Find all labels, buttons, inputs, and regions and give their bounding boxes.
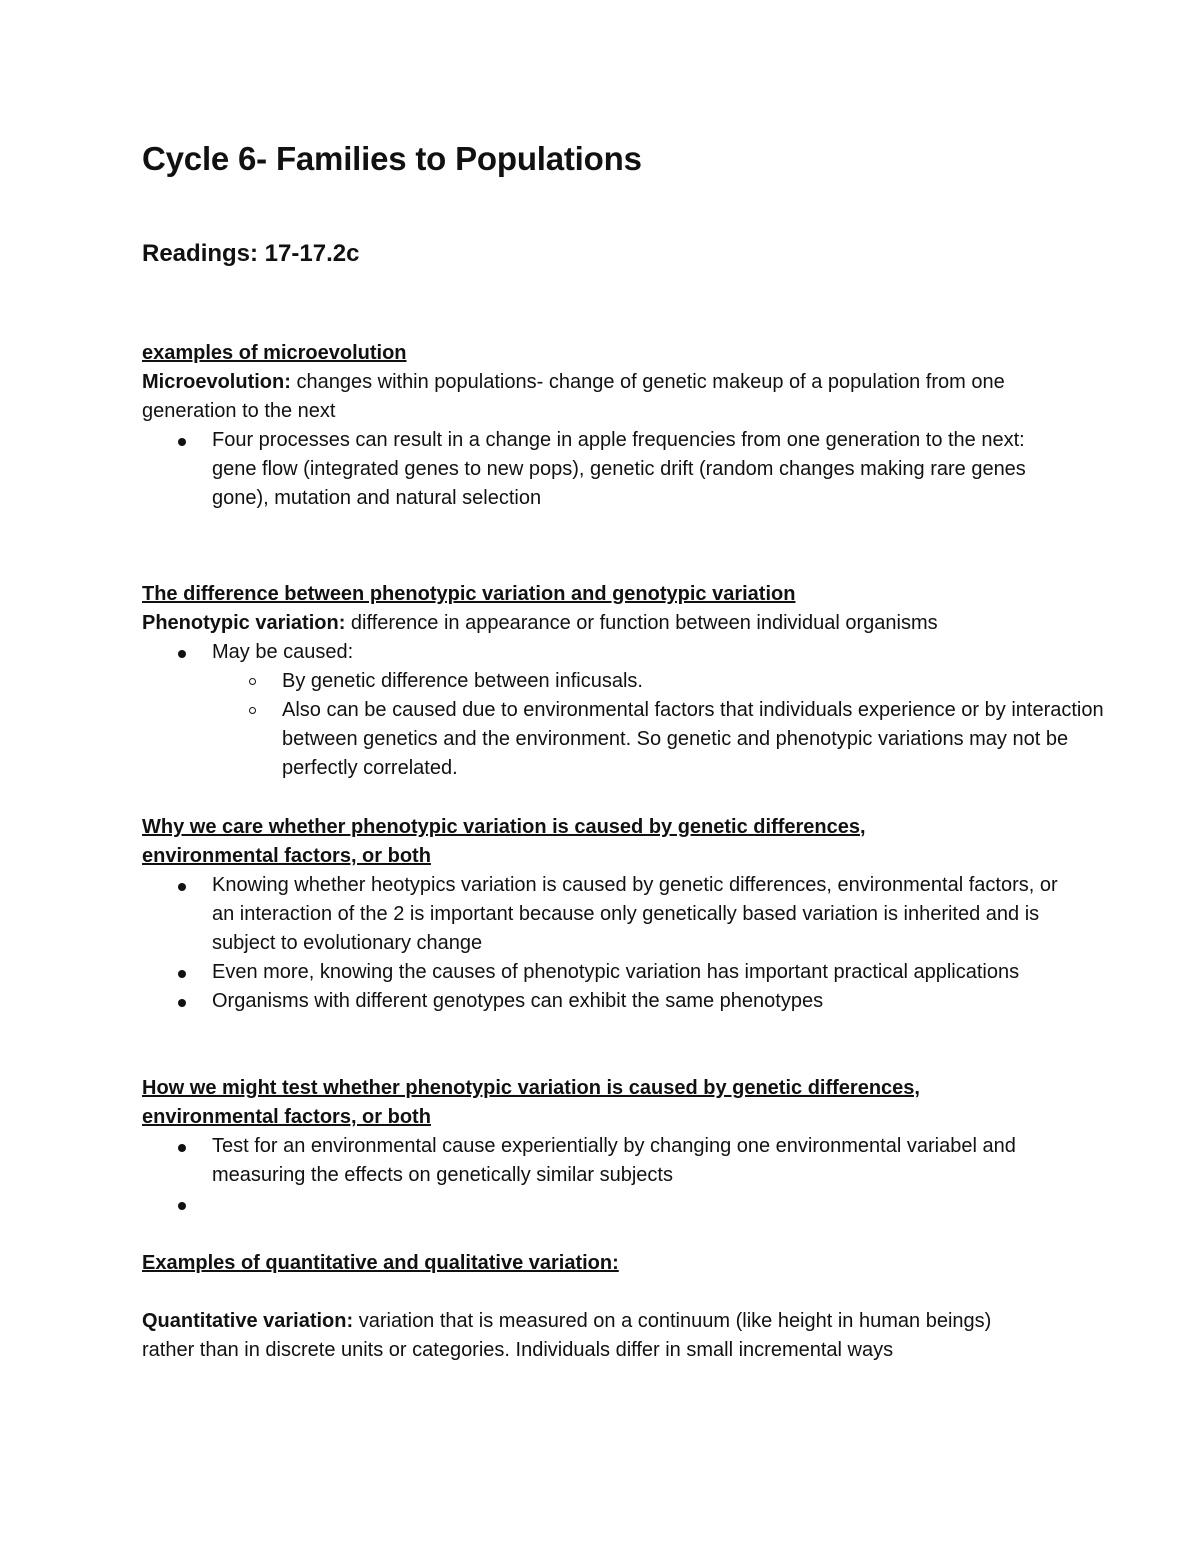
bullet-dot-icon	[178, 883, 186, 891]
bullet-dot-icon	[178, 1144, 186, 1152]
bullet-circle-icon	[249, 707, 256, 714]
list-item-text: Knowing whether heotypics variation is caused by genetic differences, environmental factors, or an interaction of the 2 is important because only genetically based variation is inherited and is subject to evolutionary change	[212, 874, 1058, 954]
page-title: Cycle 6- Families to Populations	[142, 140, 642, 177]
bullet-dot-icon	[178, 999, 186, 1007]
sub-list-item-text: By genetic difference between inficusals.	[282, 670, 643, 692]
sub-list-item	[142, 667, 1112, 696]
definition	[142, 1307, 1012, 1365]
list-item	[142, 987, 1067, 1016]
bullet-list	[142, 426, 1042, 513]
list-item	[142, 871, 1067, 958]
list-item	[142, 958, 1067, 987]
section-phenotypic-vs-genotypic	[142, 580, 1104, 783]
definition-text: changes within populations- change of genetic makeup of a population from one generation to the next	[142, 371, 1005, 422]
list-item	[142, 426, 1042, 513]
list-item-text: Test for an environmental cause experientially by changing one environmental variabel and measuring the effects on genetically similar subjects	[212, 1135, 1016, 1186]
definition-text: difference in appearance or function between individual organisms	[345, 612, 938, 634]
definition-term: Quantitative variation:	[142, 1310, 354, 1332]
list-item	[142, 638, 1104, 783]
list-item-text: Even more, knowing the causes of phenotypic variation has important practical applications	[212, 961, 1020, 983]
definition	[142, 368, 1042, 426]
section-why-we-care	[142, 813, 1072, 1016]
sub-list-item-text: Also can be caused due to environmental factors that individuals experience or by interaction between genetics and the environment. So genetic and phenotypic variations may not be perfectly correlated.	[282, 699, 1104, 779]
bullet-dot-icon	[178, 1202, 186, 1210]
section-heading: examples of microevolution	[142, 342, 407, 364]
definition-term: Phenotypic variation:	[142, 612, 346, 634]
section-microevolution	[142, 339, 1072, 513]
definition	[142, 609, 1072, 638]
list-item	[142, 1132, 1022, 1190]
section-heading: How we might test whether phenotypic variation is caused by genetic differences, environmental factors, or both	[142, 1077, 920, 1128]
section-how-to-test	[142, 1074, 1072, 1219]
section-heading: Examples of quantitative and qualitative variation:	[142, 1252, 619, 1274]
readings-heading: Readings: 17-17.2c	[142, 240, 360, 267]
bullet-list	[142, 871, 1067, 1016]
bullet-dot-icon	[178, 438, 186, 446]
definition-text: variation that is measured on a continuum (like height in human beings) rather than in discrete units or categories. Individuals differ in small incremental ways	[142, 1310, 992, 1361]
section-quantitative-qualitative	[142, 1249, 1072, 1365]
definition-term: Microevolution:	[142, 371, 291, 393]
bullet-list	[142, 638, 1104, 783]
list-item-text: Four processes can result in a change in apple frequencies from one generation to the next: gene flow (integrated genes to new pops), genetic drift (random changes making rare genes gone), mutation and natural selection	[212, 429, 1026, 509]
bullet-list	[142, 1132, 1022, 1219]
sub-bullet-list	[212, 667, 1112, 783]
sub-list-item	[142, 696, 1112, 783]
bullet-dot-icon	[178, 970, 186, 978]
list-item	[142, 1190, 1022, 1219]
section-heading: Why we care whether phenotypic variation is caused by genetic differences, environmental factors, or both	[142, 816, 866, 867]
bullet-circle-icon	[249, 678, 256, 685]
bullet-dot-icon	[178, 650, 186, 658]
list-item-text: May be caused:	[212, 641, 354, 663]
section-heading: The difference between phenotypic variation and genotypic variation	[142, 583, 796, 605]
list-item-text: Organisms with different genotypes can exhibit the same phenotypes	[212, 990, 824, 1012]
